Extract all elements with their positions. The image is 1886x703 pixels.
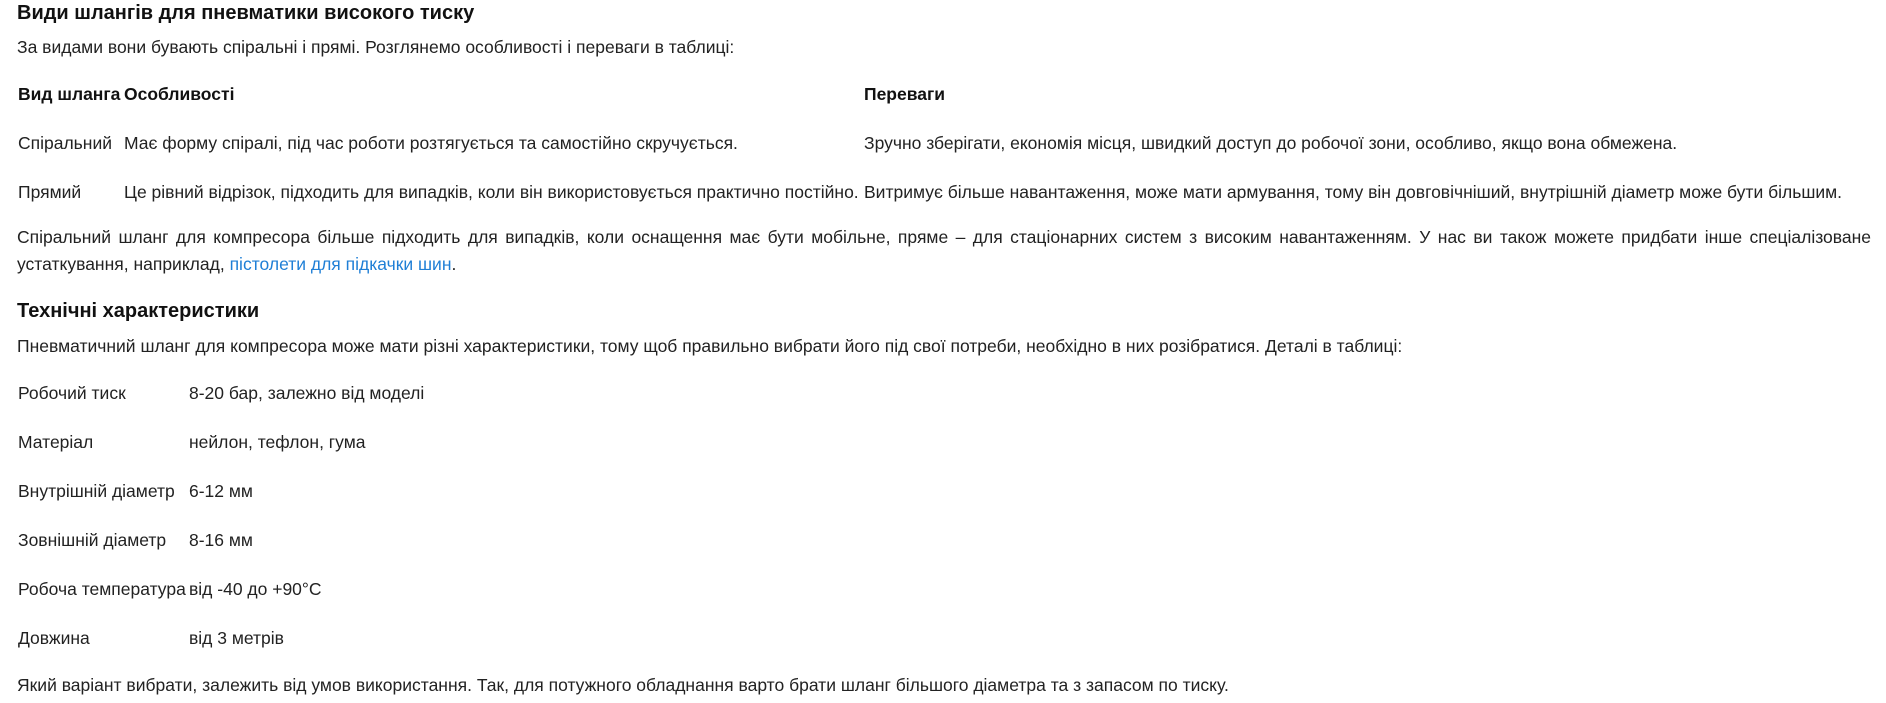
spec-value: 6-12 мм [189, 481, 253, 501]
table-row [18, 369, 424, 418]
spec-label: Зовнішній діаметр [18, 530, 167, 550]
spec-value: 8-20 бар, залежно від моделі [189, 383, 425, 403]
column-header-type: Вид шланга [18, 84, 121, 104]
spec-value: нейлон, тефлон, гума [189, 432, 366, 452]
specs-table [18, 369, 424, 663]
paragraph-end: . [451, 254, 457, 274]
section-title-hose-types: Види шлангів для пневматики високого тиску [17, 2, 475, 24]
table-row [18, 418, 424, 467]
features-cell: Це рівний відрізок, підходить для випадків, коли він використовується практично постійно. [124, 182, 859, 202]
table-row [18, 168, 1842, 217]
features-cell: Має форму спіралі, під час роботи розтягується та самостійно скручується. [124, 133, 738, 153]
advantages-cell: Витримує більше навантаження, може мати армування, тому він довговічніший, внутрішній діаметр може бути більшим. [864, 182, 1843, 202]
spec-label: Матеріал [18, 432, 94, 452]
table-row [18, 467, 424, 516]
column-header-features: Особливості [124, 84, 235, 104]
hose-usage-paragraph [17, 224, 1871, 278]
spec-value: 8-16 мм [189, 530, 253, 550]
tire-inflation-guns-link[interactable]: пістолети для підкачки шин [229, 254, 452, 274]
spec-label: Робочий тиск [18, 383, 126, 403]
table-row [18, 614, 424, 663]
advantages-cell: Зручно зберігати, економія місця, швидкий доступ до робочої зони, особливо, якщо вона обмежена. [864, 133, 1678, 153]
table-row [18, 516, 424, 565]
spec-label: Довжина [18, 628, 90, 648]
conclusion-paragraph: Який варіант вибрати, залежить від умов використання. Так, для потужного обладнання варто брати шланг більшого діаметра та з запасом по тиску. [17, 675, 1229, 695]
spec-value: від -40 до +90°C [189, 579, 322, 599]
table-header-row [18, 70, 1842, 119]
paragraph-text: Спіральний шланг для компресора більше підходить для випадків, коли оснащення має бути мобільне, пряме – для стаціонарних систем з високим навантаженням. У нас ви також можете придбати інше спеціалізоване устаткування, наприклад, [17, 227, 1871, 274]
column-header-advantages: Переваги [864, 84, 946, 104]
hose-type-cell: Прямий [18, 182, 82, 202]
spec-label: Робоча температура [18, 579, 186, 599]
hose-types-table [18, 70, 1842, 217]
section-title-specs: Технічні характеристики [17, 300, 260, 322]
spec-value: від 3 метрів [189, 628, 284, 648]
specs-intro: Пневматичний шланг для компресора може мати різні характеристики, тому щоб правильно вибрати його під свої потреби, необхідно в них розібратися. Деталі в таблиці: [17, 336, 1403, 356]
table-row [18, 565, 424, 614]
hose-type-cell: Спіральний [18, 133, 113, 153]
table-row [18, 119, 1842, 168]
spec-label: Внутрішній діаметр [18, 481, 175, 501]
hose-types-intro: За видами вони бувають спіральні і прямі. Розглянемо особливості і переваги в таблиці: [17, 37, 735, 57]
